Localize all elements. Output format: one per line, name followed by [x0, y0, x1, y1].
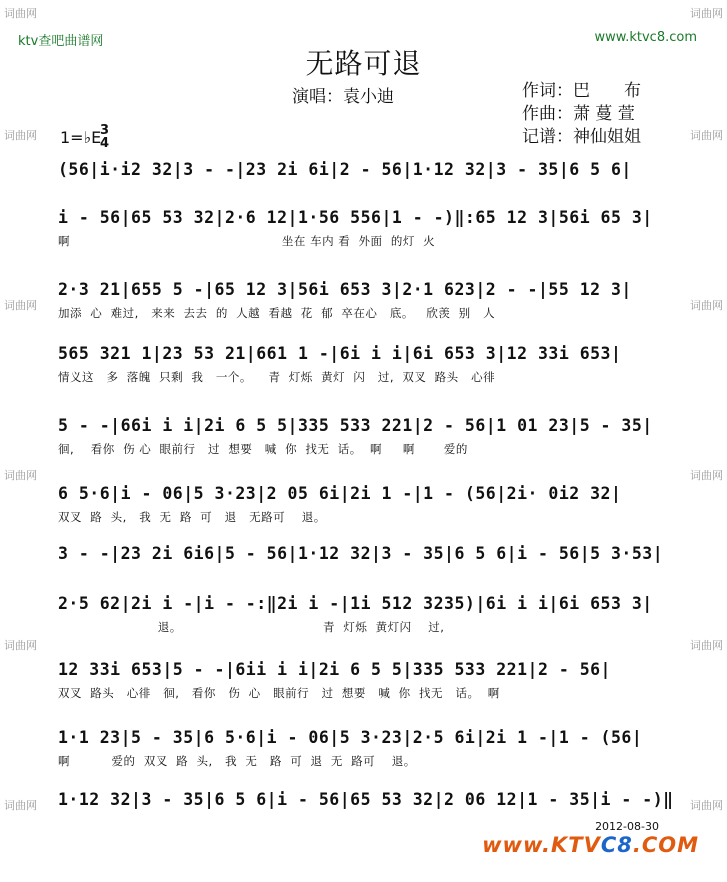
watermark-text: 词曲网: [690, 129, 723, 142]
lyrics-row: 情义这 多 落魄 只剩 我 一个。 青 灯烁 黄灯 闪 过, 双叉 路头 心徘: [58, 370, 496, 384]
score-line-3: [58, 280, 670, 321]
watermark-text: 词曲网: [690, 469, 723, 482]
meter-bottom: 4: [100, 136, 110, 151]
notation-row: 6 5·6|i - 06|5 3·23|2 05 6i|2i 1 -|1 - (56|2i· 0i2 32|: [58, 484, 622, 503]
score-line-8: [58, 594, 670, 635]
watermark-left-2: [4, 130, 37, 142]
notation-row: i - 56|65 53 32|2·6 12|1·56 556|1 - -)‖:65 12 3|56i 65 3|: [58, 208, 653, 227]
notation-row: 565 321 1|23 53 21|661 1 -|6i i i|6i 653 3|12 33i 653|: [58, 344, 622, 363]
logo-main: www.KTV: [482, 833, 601, 857]
watermark-text: 词曲网: [4, 469, 37, 482]
notation-row: 3 - -|23 2i 6i6|5 - 56|1·12 32|3 - 35|6 5 6|i - 56|5 3·53|: [58, 544, 664, 563]
watermark-right-3: [690, 300, 723, 312]
watermark-left-5: [4, 640, 37, 652]
lyricist-credit: 作词：巴 布: [522, 81, 641, 101]
lyrics-row: 双叉 路头 心徘 徊, 看你 伤 心 眼前行 过 想要 喊 你 找无 话。 啊: [58, 686, 500, 700]
lyrics-row: 加添 心 难过, 来来 去去 的 人越 看越 花 郁 卒在心 底。 欣羡 别 人: [58, 306, 496, 320]
time-signature: [100, 124, 109, 150]
notation-row: 2·3 21|655 5 -|65 12 3|56i 653 3|2·1 623|2 - -|55 12 3|: [58, 280, 632, 299]
site-logo: [482, 833, 699, 857]
watermark-right-6: [690, 800, 723, 812]
watermark-text: 词曲网: [4, 299, 37, 312]
watermark-text: 词曲网: [4, 799, 37, 812]
meter-top: 3: [100, 123, 110, 138]
key-signature: 1=♭E: [60, 128, 102, 147]
lyrics-row: 啊 爱的 双叉 路 头, 我 无 路 可 退 无 路可 退。: [58, 754, 416, 768]
score-line-9: [58, 660, 670, 701]
transcription-date: 2012-08-30: [595, 820, 659, 833]
watermark-right-4: [690, 470, 723, 482]
watermark-text: 词曲网: [690, 7, 723, 20]
notation-row: 5 - -|66i i i|2i 6 5 5|335 533 221|2 - 56|1 01 23|5 - 35|: [58, 416, 653, 435]
notation-row: 1·1 23|5 - 35|6 5·6|i - 06|5 3·23|2·5 6i|2i 1 -|1 - (56|: [58, 728, 643, 747]
watermark-text: 词曲网: [690, 299, 723, 312]
score-line-7: [58, 544, 670, 569]
watermark-text: 词曲网: [4, 7, 37, 20]
score-line-4: [58, 344, 670, 385]
watermark-left-4: [4, 470, 37, 482]
lyrics-row: 双叉 路 头, 我 无 路 可 退 无路可 退。: [58, 510, 326, 524]
score-line-1: [58, 160, 670, 185]
transcriber-credit: 记谱：神仙姐姐: [522, 127, 641, 147]
watermark-right-5: [690, 640, 723, 652]
credits-block: [522, 80, 641, 149]
song-title: 无路可退: [305, 47, 422, 80]
lyrics-row: 退。 青 灯烁 黄灯闪 过,: [58, 620, 445, 634]
site-url-right: www.ktvc8.com: [594, 30, 697, 45]
singer-credit: 演唱：袁小迪: [292, 87, 394, 107]
watermark-right-2: [690, 130, 723, 142]
watermark-text: 词曲网: [690, 799, 723, 812]
score-line-10: [58, 728, 670, 769]
score-line-5: [58, 416, 670, 457]
lyrics-row: 啊 坐在 车内 看 外面 的灯 火: [58, 234, 436, 248]
watermark-text: 词曲网: [4, 639, 37, 652]
watermark-left-3: [4, 300, 37, 312]
watermark-text: 词曲网: [4, 129, 37, 142]
watermark-text: 词曲网: [690, 639, 723, 652]
score-line-11: [58, 790, 674, 815]
lyrics-row: 徊, 看你 伤 心 眼前行 过 想要 喊 你 找无 话。 啊 啊 爱的: [58, 442, 468, 456]
composer-credit: 作曲：萧 蔓 萱: [522, 104, 635, 124]
notation-row: (56|i·i2 32|3 - -|23 2i 6i|2 - 56|1·12 32|3 - 35|6 5 6|: [58, 160, 632, 179]
site-name-left: ktv查吧曲谱网: [18, 34, 104, 49]
watermark-left-1: [4, 8, 37, 20]
logo-accent: C8: [600, 833, 633, 857]
score-line-6: [58, 484, 670, 525]
watermark-right-1: [690, 8, 723, 20]
watermark-left-6: [4, 800, 37, 812]
notation-row: 2·5 62|2i i -|i - -:‖2i i -|1i 512 3235)|6i i i|6i 653 3|: [58, 594, 653, 613]
score-line-2: [58, 208, 670, 249]
notation-row: 12 33i 653|5 - -|6ii i i|2i 6 5 5|335 533 221|2 - 56|: [58, 660, 611, 679]
notation-row: 1·12 32|3 - 35|6 5 6|i - 56|65 53 32|2 06 12|1 - 35|i - -)‖: [58, 790, 674, 809]
logo-end: .COM: [632, 833, 699, 857]
